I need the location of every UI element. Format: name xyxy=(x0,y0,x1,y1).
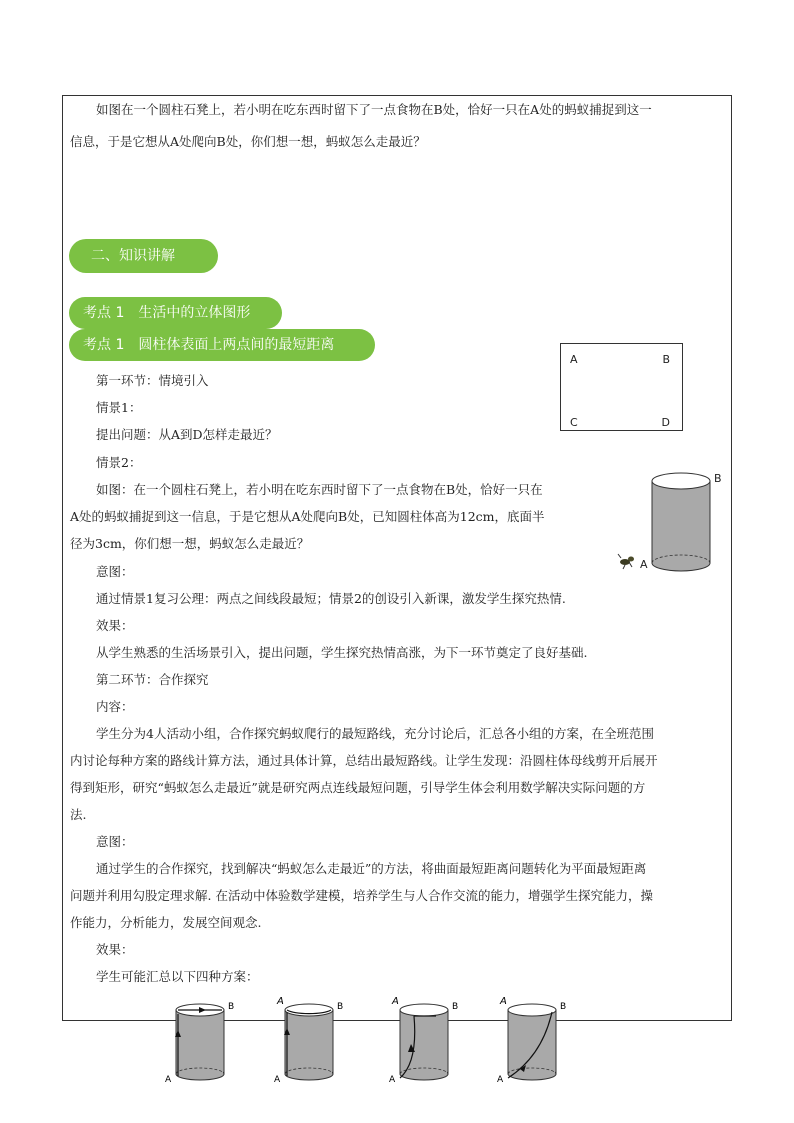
text-l11: 从学生熟悉的生活场景引入，提出问题，学生探究热情高涨，为下一环节奠定了良好基础. xyxy=(96,645,588,660)
scheme-1-label-b: B xyxy=(228,1002,235,1012)
rect-label-c: C xyxy=(570,416,578,429)
kaodian-2-label: 考点 1 xyxy=(83,337,125,353)
cylinder-figure xyxy=(612,466,732,584)
kaodian-1-pill xyxy=(69,297,282,329)
text-l12: 第二环节：合作探究 xyxy=(96,672,209,687)
text-l17: 法. xyxy=(70,807,87,822)
rect-label-a: A xyxy=(570,353,578,366)
text-l18: 意图： xyxy=(96,834,134,849)
text-l2: 情景1： xyxy=(96,400,142,415)
kaodian-1-title: 生活中的立体图形 xyxy=(138,305,251,321)
cylinder-body xyxy=(652,481,710,563)
text-l5: 如图：在一个圆柱石凳上，若小明在吃东西时留下了一点食物在B处，恰好一只在 xyxy=(96,482,543,497)
intro-line-2: 信息，于是它想从A处爬向B处，你们想一想，蚂蚁怎么走最近？ xyxy=(70,134,426,149)
text-l13: 内容： xyxy=(96,699,134,714)
kaodian-2-pill xyxy=(69,329,375,361)
rect-label-d: D xyxy=(661,416,670,429)
scheme-2-label-a-top: A xyxy=(277,996,284,1007)
kaodian-1-label: 考点 1 xyxy=(83,305,125,321)
scheme-1-figure xyxy=(162,992,248,1088)
text-l8: 意图： xyxy=(96,564,134,579)
scheme-4-label-a: A xyxy=(497,1075,504,1085)
scheme-4-figure xyxy=(494,992,580,1088)
text-l23: 学生可能汇总以下四种方案： xyxy=(96,969,259,984)
scheme-3-label-a-top: A xyxy=(392,996,399,1007)
text-l15: 内讨论每种方案的路线计算方法，通过具体计算，总结出最短路线。让学生发现：沿圆柱体母线剪开后展开 xyxy=(70,753,658,768)
text-l1: 第一环节：情境引入 xyxy=(96,373,209,388)
text-l10: 效果： xyxy=(96,618,134,633)
cylinder-label-a: A xyxy=(640,558,648,571)
text-l20: 问题并利用勾股定理求解. 在活动中体验数学建模，培养学生与人合作交流的能力，增强学生探究能力，操 xyxy=(70,888,653,903)
rect-label-b: B xyxy=(662,353,670,366)
text-l6: A处的蚂蚁捕捉到这一信息，于是它想从A处爬向B处，已知圆柱体高为12cm，底面半 xyxy=(70,509,545,524)
text-l22: 效果： xyxy=(96,942,134,957)
intro-line-1: 如图在一个圆柱石凳上，若小明在吃东西时留下了一点食物在B处，恰好一只在A处的蚂蚁捕捉到这一 xyxy=(96,102,652,117)
text-l4: 情景2： xyxy=(96,455,142,470)
rectangle-abcd-figure xyxy=(560,343,683,431)
kaodian-2-title: 圆柱体表面上两点间的最短距离 xyxy=(138,337,335,353)
cylinder-top xyxy=(652,473,710,489)
text-l3: 提出问题：从A到D怎样走最近？ xyxy=(96,427,278,442)
text-l14: 学生分为4人活动小组，合作探究蚂蚁爬行的最短路线，充分讨论后，汇总各小组的方案，在全班范围 xyxy=(96,726,654,741)
ant-icon xyxy=(618,554,634,569)
scheme-2-figure xyxy=(271,992,357,1088)
cylinder-label-b: B xyxy=(714,472,722,485)
scheme-2-label-a: A xyxy=(274,1075,281,1085)
text-l7: 径为3cm，你们想一想，蚂蚁怎么走最近？ xyxy=(70,536,310,551)
text-l16: 得到矩形，研究“蚂蚁怎么走最近”就是研究两点连线最短问题，引导学生体会利用数学解决实际问题的方 xyxy=(70,780,646,795)
text-l9: 通过情景1复习公理：两点之间线段最短；情景2的创设引入新课，激发学生探究热情. xyxy=(96,591,566,606)
section-title: 二、知识讲解 xyxy=(69,239,218,273)
scheme-4-label-b: B xyxy=(560,1002,567,1012)
scheme-4-label-a-top: A xyxy=(500,996,507,1007)
scheme-3-label-b: B xyxy=(452,1002,459,1012)
text-l21: 作能力，分析能力，发展空间观念. xyxy=(70,915,262,930)
scheme-3-label-a: A xyxy=(389,1075,396,1085)
text-l19: 通过学生的合作探究，找到解决“蚂蚁怎么走最近”的方法，将曲面最短距离问题转化为平面最短距离 xyxy=(96,861,647,876)
scheme-3-figure xyxy=(386,992,472,1088)
scheme-1-label-a: A xyxy=(165,1075,172,1085)
scheme-2-label-b: B xyxy=(337,1002,344,1012)
